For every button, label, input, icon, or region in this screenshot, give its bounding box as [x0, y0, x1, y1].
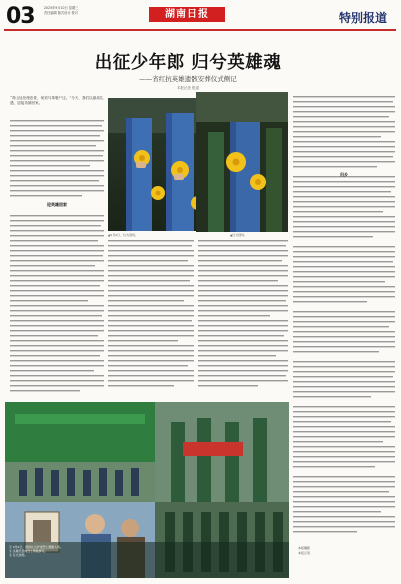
page-number: 03 — [6, 4, 35, 29]
lede-paragraph: “青山处处埋忠骨，何须马革裹尸还。”今天，我们以最高礼遇，迎接英雄回家。 — [10, 96, 104, 106]
issue-editors: 责任编辑 版式设计 校对 — [44, 10, 78, 15]
byline: 本报记者 报道 — [176, 86, 200, 90]
headline: 出征少年郎 归兮英雄魂 — [94, 53, 282, 73]
subheadline: ——省红抗英雄遗骸安葬仪式侧记 — [139, 75, 237, 83]
secondary-photo-caption: ▲仪式现场。 — [230, 233, 248, 237]
body-column-2 — [108, 238, 194, 398]
section-title: 特别报道 — [338, 11, 387, 25]
text-lines — [108, 238, 194, 398]
section-subhead-2: 归乡 — [340, 172, 348, 177]
main-photo-caption: ▲9月9日，仪式现场。 — [108, 233, 139, 237]
credit-line: 本版摄影 — [298, 546, 311, 550]
section-subhead-1: 迎英雄回家 — [47, 202, 67, 207]
page-header — [0, 0, 401, 34]
body-column-3 — [198, 238, 288, 398]
text-lines — [198, 238, 288, 398]
body-column-4 — [293, 96, 395, 541]
photo-credits — [298, 546, 398, 556]
photo-legend — [9, 545, 279, 558]
body-column-1 — [10, 120, 104, 400]
newspaper-masthead: 湖南日报 — [149, 7, 225, 22]
secondary-photo — [196, 92, 288, 232]
credit-line: 本报记者 — [298, 550, 311, 555]
issue-date: 2025年9月10日 星期三 — [44, 6, 79, 10]
text-lines — [10, 120, 104, 400]
legend-item: ② 亲属代表向烈士敬献鲜花。 — [9, 549, 48, 554]
legend-item: ① 9月9日，现场礼兵护送烈士遗骸入场。 — [9, 545, 63, 549]
issue-meta — [44, 6, 78, 15]
text-lines — [293, 96, 395, 541]
soldier-portrait-image — [196, 92, 288, 232]
legend-item: ③ 仪式现场。 — [9, 553, 28, 558]
header-rule — [4, 29, 396, 31]
